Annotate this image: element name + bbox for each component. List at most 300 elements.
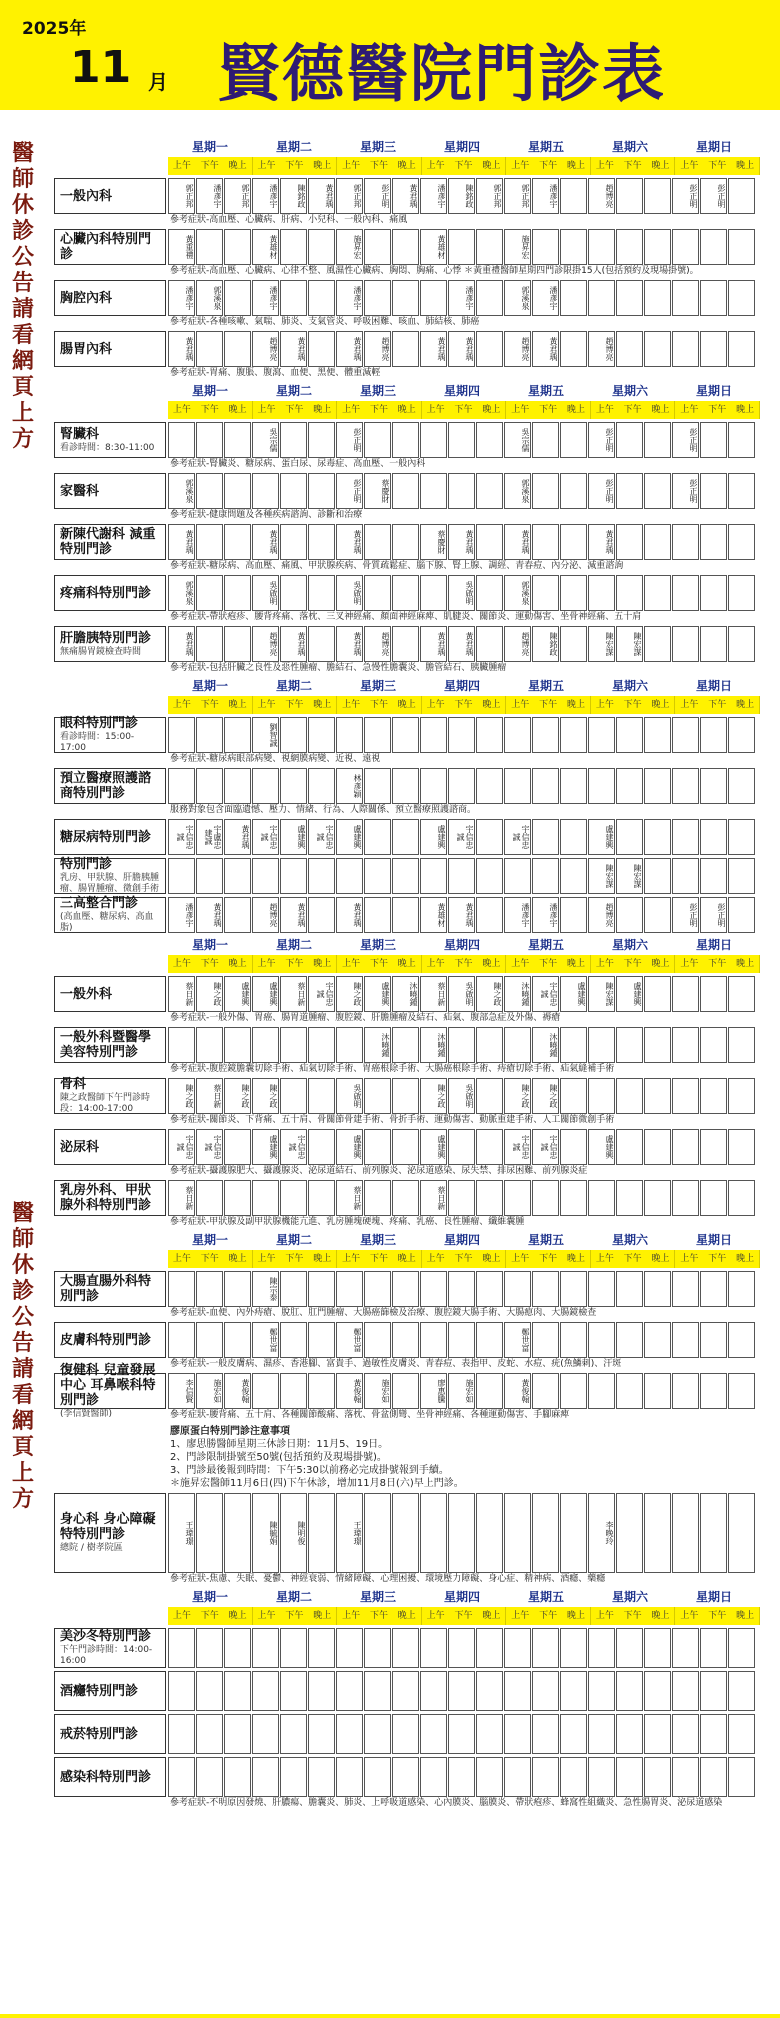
doctor-cell[interactable] [280, 229, 307, 265]
doctor-cell[interactable] [392, 1180, 419, 1216]
doctor-cell[interactable] [224, 524, 251, 560]
doctor-cell[interactable]: 施宏如 [196, 1373, 223, 1409]
doctor-cell[interactable]: 趙博亮 [588, 331, 615, 367]
doctor-cell[interactable] [616, 1027, 643, 1063]
doctor-cell[interactable] [448, 1129, 475, 1165]
doctor-cell[interactable] [224, 1027, 251, 1063]
doctor-cell[interactable] [588, 768, 615, 804]
doctor-cell[interactable] [560, 717, 587, 753]
doctor-cell[interactable] [504, 1180, 531, 1216]
doctor-cell[interactable] [252, 473, 279, 509]
doctor-cell[interactable] [280, 473, 307, 509]
doctor-cell[interactable]: 宇信忠誠 [252, 819, 279, 855]
doctor-cell[interactable] [476, 1373, 503, 1409]
doctor-cell[interactable] [700, 819, 727, 855]
doctor-cell[interactable] [280, 858, 307, 894]
doctor-cell[interactable] [560, 524, 587, 560]
doctor-cell[interactable] [616, 1628, 643, 1668]
doctor-cell[interactable]: 彭正明 [336, 422, 363, 458]
doctor-cell[interactable] [560, 1027, 587, 1063]
doctor-cell[interactable]: 陳之政 [336, 976, 363, 1012]
doctor-cell[interactable] [280, 1078, 307, 1114]
doctor-cell[interactable] [700, 717, 727, 753]
doctor-cell[interactable] [224, 1714, 251, 1754]
doctor-cell[interactable]: 陳宏謀 [588, 858, 615, 894]
doctor-cell[interactable] [280, 422, 307, 458]
doctor-cell[interactable]: 潘彥宇 [448, 280, 475, 316]
doctor-cell[interactable]: 黃君瑀 [448, 626, 475, 662]
doctor-cell[interactable]: 彭正明 [700, 178, 727, 214]
doctor-cell[interactable]: 宇信忠誠 [168, 1129, 195, 1165]
doctor-cell[interactable]: 沐曉鍾 [392, 976, 419, 1012]
doctor-cell[interactable]: 潘彥宇 [168, 897, 195, 933]
doctor-cell[interactable] [336, 717, 363, 753]
doctor-cell[interactable] [588, 1180, 615, 1216]
doctor-cell[interactable] [252, 768, 279, 804]
doctor-cell[interactable] [560, 178, 587, 214]
doctor-cell[interactable] [616, 1180, 643, 1216]
doctor-cell[interactable]: 彭正明 [336, 473, 363, 509]
doctor-cell[interactable] [560, 575, 587, 611]
doctor-cell[interactable] [168, 1757, 195, 1797]
doctor-cell[interactable] [560, 626, 587, 662]
doctor-cell[interactable] [196, 229, 223, 265]
doctor-cell[interactable] [700, 280, 727, 316]
doctor-cell[interactable]: 盧建興 [336, 1129, 363, 1165]
doctor-cell[interactable]: 黃君瑀 [532, 331, 559, 367]
doctor-cell[interactable] [672, 717, 699, 753]
doctor-cell[interactable] [308, 1271, 335, 1307]
doctor-cell[interactable] [672, 768, 699, 804]
doctor-cell[interactable] [168, 422, 195, 458]
doctor-cell[interactable] [504, 1671, 531, 1711]
doctor-cell[interactable] [476, 331, 503, 367]
doctor-cell[interactable]: 鄭世富 [252, 1322, 279, 1358]
doctor-cell[interactable]: 黃君瑀 [588, 524, 615, 560]
doctor-cell[interactable] [504, 1493, 531, 1573]
doctor-cell[interactable]: 郭正邦 [476, 178, 503, 214]
doctor-cell[interactable] [504, 1027, 531, 1063]
doctor-cell[interactable] [364, 1493, 391, 1573]
doctor-cell[interactable] [448, 1757, 475, 1797]
doctor-cell[interactable] [728, 331, 755, 367]
doctor-cell[interactable] [476, 422, 503, 458]
doctor-cell[interactable]: 郭溪泉 [168, 473, 195, 509]
doctor-cell[interactable] [392, 1671, 419, 1711]
doctor-cell[interactable]: 趙博亮 [252, 626, 279, 662]
doctor-cell[interactable]: 潘彥宇 [532, 178, 559, 214]
doctor-cell[interactable] [476, 768, 503, 804]
doctor-cell[interactable] [308, 229, 335, 265]
doctor-cell[interactable] [476, 1271, 503, 1307]
doctor-cell[interactable] [336, 1671, 363, 1711]
doctor-cell[interactable] [364, 1714, 391, 1754]
doctor-cell[interactable]: 施昇宏 [504, 229, 531, 265]
doctor-cell[interactable]: 宇信忠誠 [308, 819, 335, 855]
doctor-cell[interactable] [672, 524, 699, 560]
doctor-cell[interactable] [476, 1757, 503, 1797]
doctor-cell[interactable] [420, 1271, 447, 1307]
doctor-cell[interactable] [364, 1757, 391, 1797]
doctor-cell[interactable]: 盧建興 [364, 976, 391, 1012]
doctor-cell[interactable] [308, 1027, 335, 1063]
doctor-cell[interactable] [364, 1129, 391, 1165]
doctor-cell[interactable] [616, 575, 643, 611]
doctor-cell[interactable] [392, 858, 419, 894]
doctor-cell[interactable] [616, 1129, 643, 1165]
doctor-cell[interactable] [252, 858, 279, 894]
doctor-cell[interactable]: 黃君瑀 [336, 626, 363, 662]
doctor-cell[interactable] [476, 1027, 503, 1063]
doctor-cell[interactable] [280, 1757, 307, 1797]
doctor-cell[interactable] [588, 1671, 615, 1711]
doctor-cell[interactable]: 廖惠騰 [420, 1373, 447, 1409]
doctor-cell[interactable] [728, 1714, 755, 1754]
doctor-cell[interactable]: 陳之政 [420, 1078, 447, 1114]
doctor-cell[interactable] [392, 1714, 419, 1754]
doctor-cell[interactable]: 黃君瑀 [224, 819, 251, 855]
doctor-cell[interactable] [560, 1373, 587, 1409]
doctor-cell[interactable] [392, 1322, 419, 1358]
doctor-cell[interactable] [672, 229, 699, 265]
doctor-cell[interactable]: 施宏如 [448, 1373, 475, 1409]
doctor-cell[interactable] [532, 1373, 559, 1409]
doctor-cell[interactable] [728, 422, 755, 458]
doctor-cell[interactable] [728, 1180, 755, 1216]
doctor-cell[interactable] [308, 626, 335, 662]
doctor-cell[interactable] [168, 1671, 195, 1711]
doctor-cell[interactable] [280, 1714, 307, 1754]
doctor-cell[interactable] [280, 524, 307, 560]
doctor-cell[interactable] [560, 229, 587, 265]
doctor-cell[interactable] [728, 626, 755, 662]
doctor-cell[interactable] [700, 422, 727, 458]
doctor-cell[interactable] [392, 422, 419, 458]
doctor-cell[interactable]: 陳銘政 [532, 626, 559, 662]
doctor-cell[interactable] [672, 1373, 699, 1409]
doctor-cell[interactable] [196, 1757, 223, 1797]
doctor-cell[interactable] [168, 1628, 195, 1668]
doctor-cell[interactable]: 陳之政 [532, 1078, 559, 1114]
doctor-cell[interactable]: 郭溪泉 [504, 280, 531, 316]
doctor-cell[interactable] [588, 280, 615, 316]
doctor-cell[interactable]: 陳宏謀 [616, 626, 643, 662]
doctor-cell[interactable]: 盧建興 [588, 1129, 615, 1165]
doctor-cell[interactable] [420, 1322, 447, 1358]
doctor-cell[interactable] [616, 897, 643, 933]
doctor-cell[interactable]: 趙博亮 [364, 331, 391, 367]
doctor-cell[interactable]: 宇信忠誠 [168, 819, 195, 855]
doctor-cell[interactable] [700, 1078, 727, 1114]
doctor-cell[interactable] [308, 1671, 335, 1711]
doctor-cell[interactable] [476, 229, 503, 265]
doctor-cell[interactable] [224, 897, 251, 933]
doctor-cell[interactable] [280, 575, 307, 611]
doctor-cell[interactable] [420, 280, 447, 316]
doctor-cell[interactable] [392, 626, 419, 662]
doctor-cell[interactable] [308, 1757, 335, 1797]
doctor-cell[interactable] [280, 717, 307, 753]
doctor-cell[interactable] [168, 1714, 195, 1754]
doctor-cell[interactable]: 宇信忠誠 [504, 1129, 531, 1165]
doctor-cell[interactable] [560, 1757, 587, 1797]
doctor-cell[interactable] [616, 768, 643, 804]
doctor-cell[interactable]: 陳之政 [168, 1078, 195, 1114]
doctor-cell[interactable] [476, 1628, 503, 1668]
doctor-cell[interactable]: 宇信忠誠 [280, 1129, 307, 1165]
doctor-cell[interactable] [644, 280, 671, 316]
doctor-cell[interactable] [476, 626, 503, 662]
doctor-cell[interactable] [476, 1078, 503, 1114]
doctor-cell[interactable] [672, 1757, 699, 1797]
doctor-cell[interactable] [672, 1628, 699, 1668]
doctor-cell[interactable] [392, 768, 419, 804]
doctor-cell[interactable] [560, 858, 587, 894]
doctor-cell[interactable]: 黃俊翰 [336, 1373, 363, 1409]
doctor-cell[interactable]: 趙博亮 [504, 331, 531, 367]
doctor-cell[interactable] [700, 768, 727, 804]
doctor-cell[interactable] [196, 1027, 223, 1063]
doctor-cell[interactable] [588, 575, 615, 611]
doctor-cell[interactable] [672, 1271, 699, 1307]
doctor-cell[interactable] [504, 1271, 531, 1307]
doctor-cell[interactable]: 施昇宏 [336, 229, 363, 265]
doctor-cell[interactable]: 宇信忠誠 [448, 819, 475, 855]
doctor-cell[interactable] [616, 178, 643, 214]
doctor-cell[interactable] [644, 1373, 671, 1409]
doctor-cell[interactable] [224, 1129, 251, 1165]
doctor-cell[interactable] [420, 1714, 447, 1754]
doctor-cell[interactable] [476, 1129, 503, 1165]
doctor-cell[interactable] [672, 331, 699, 367]
doctor-cell[interactable]: 王瑋璟 [336, 1493, 363, 1573]
doctor-cell[interactable]: 吳啟明 [448, 976, 475, 1012]
doctor-cell[interactable] [700, 1180, 727, 1216]
doctor-cell[interactable] [308, 1129, 335, 1165]
doctor-cell[interactable] [448, 229, 475, 265]
doctor-cell[interactable] [532, 1322, 559, 1358]
doctor-cell[interactable] [280, 768, 307, 804]
doctor-cell[interactable] [644, 1714, 671, 1754]
doctor-cell[interactable] [224, 422, 251, 458]
doctor-cell[interactable]: 黃君瑀 [280, 897, 307, 933]
doctor-cell[interactable]: 盧建興 [616, 976, 643, 1012]
doctor-cell[interactable] [560, 422, 587, 458]
doctor-cell[interactable] [392, 280, 419, 316]
doctor-cell[interactable] [728, 524, 755, 560]
doctor-cell[interactable] [728, 1322, 755, 1358]
doctor-cell[interactable]: 盧建興 [560, 976, 587, 1012]
doctor-cell[interactable]: 吳啟明 [336, 575, 363, 611]
doctor-cell[interactable] [392, 819, 419, 855]
doctor-cell[interactable]: 黃雄材 [252, 229, 279, 265]
doctor-cell[interactable]: 黃君瑀 [308, 178, 335, 214]
doctor-cell[interactable]: 李晚玲 [588, 1493, 615, 1573]
doctor-cell[interactable] [448, 1027, 475, 1063]
doctor-cell[interactable]: 蔡日新 [420, 976, 447, 1012]
doctor-cell[interactable] [616, 524, 643, 560]
doctor-cell[interactable] [308, 1322, 335, 1358]
doctor-cell[interactable]: 彭正明 [588, 422, 615, 458]
doctor-cell[interactable] [280, 280, 307, 316]
doctor-cell[interactable] [504, 1628, 531, 1668]
doctor-cell[interactable]: 黃君瑀 [420, 331, 447, 367]
doctor-cell[interactable] [224, 858, 251, 894]
doctor-cell[interactable] [728, 1373, 755, 1409]
doctor-cell[interactable] [420, 768, 447, 804]
doctor-cell[interactable] [728, 1271, 755, 1307]
doctor-cell[interactable] [532, 229, 559, 265]
doctor-cell[interactable] [448, 1271, 475, 1307]
doctor-cell[interactable] [252, 1628, 279, 1668]
doctor-cell[interactable] [476, 280, 503, 316]
doctor-cell[interactable] [224, 717, 251, 753]
doctor-cell[interactable] [196, 1671, 223, 1711]
doctor-cell[interactable]: 宇信忠誠 [308, 976, 335, 1012]
doctor-cell[interactable]: 潘彥宇 [168, 280, 195, 316]
doctor-cell[interactable] [308, 575, 335, 611]
doctor-cell[interactable]: 彭正明 [672, 422, 699, 458]
doctor-cell[interactable] [280, 1027, 307, 1063]
doctor-cell[interactable]: 陳銘政 [280, 178, 307, 214]
doctor-cell[interactable] [364, 1271, 391, 1307]
doctor-cell[interactable] [532, 575, 559, 611]
doctor-cell[interactable] [728, 897, 755, 933]
doctor-cell[interactable] [364, 422, 391, 458]
doctor-cell[interactable]: 黃君瑀 [196, 897, 223, 933]
doctor-cell[interactable]: 陳明俊 [280, 1493, 307, 1573]
doctor-cell[interactable]: 蔡慶財 [420, 524, 447, 560]
doctor-cell[interactable] [560, 1714, 587, 1754]
doctor-cell[interactable] [420, 1628, 447, 1668]
doctor-cell[interactable] [196, 473, 223, 509]
doctor-cell[interactable]: 盧建興 [420, 819, 447, 855]
doctor-cell[interactable] [700, 1027, 727, 1063]
doctor-cell[interactable]: 蔡慶財 [364, 473, 391, 509]
doctor-cell[interactable] [560, 473, 587, 509]
doctor-cell[interactable] [728, 1493, 755, 1573]
doctor-cell[interactable] [616, 1322, 643, 1358]
doctor-cell[interactable] [308, 1628, 335, 1668]
doctor-cell[interactable] [392, 1373, 419, 1409]
doctor-cell[interactable]: 陳宗泰 [252, 1271, 279, 1307]
doctor-cell[interactable]: 盧建興 [420, 1129, 447, 1165]
doctor-cell[interactable] [420, 717, 447, 753]
doctor-cell[interactable]: 郭溪泉 [168, 575, 195, 611]
doctor-cell[interactable] [728, 1078, 755, 1114]
doctor-cell[interactable]: 黃君瑀 [336, 331, 363, 367]
doctor-cell[interactable] [448, 858, 475, 894]
doctor-cell[interactable]: 蔡日新 [196, 1078, 223, 1114]
doctor-cell[interactable] [336, 1757, 363, 1797]
doctor-cell[interactable] [644, 626, 671, 662]
doctor-cell[interactable] [560, 1129, 587, 1165]
doctor-cell[interactable] [308, 717, 335, 753]
doctor-cell[interactable] [644, 768, 671, 804]
doctor-cell[interactable] [644, 473, 671, 509]
doctor-cell[interactable] [308, 858, 335, 894]
doctor-cell[interactable] [672, 976, 699, 1012]
doctor-cell[interactable]: 潘彥宇 [252, 280, 279, 316]
doctor-cell[interactable]: 陳之政 [196, 976, 223, 1012]
doctor-cell[interactable]: 潘彥宇 [252, 178, 279, 214]
doctor-cell[interactable]: 吳宗儒 [252, 422, 279, 458]
doctor-cell[interactable]: 陳之政 [252, 1078, 279, 1114]
doctor-cell[interactable] [644, 229, 671, 265]
doctor-cell[interactable] [448, 1180, 475, 1216]
doctor-cell[interactable] [728, 280, 755, 316]
doctor-cell[interactable] [280, 1671, 307, 1711]
doctor-cell[interactable] [168, 858, 195, 894]
doctor-cell[interactable] [700, 575, 727, 611]
doctor-cell[interactable] [588, 1078, 615, 1114]
doctor-cell[interactable]: 郭溪泉 [196, 280, 223, 316]
doctor-cell[interactable] [644, 1628, 671, 1668]
doctor-cell[interactable] [588, 1271, 615, 1307]
doctor-cell[interactable]: 鄭世富 [504, 1322, 531, 1358]
doctor-cell[interactable]: 郭溪泉 [504, 575, 531, 611]
doctor-cell[interactable] [336, 1027, 363, 1063]
doctor-cell[interactable]: 陳之政 [224, 1078, 251, 1114]
doctor-cell[interactable] [448, 768, 475, 804]
doctor-cell[interactable] [308, 280, 335, 316]
doctor-cell[interactable]: 盧建興 [588, 819, 615, 855]
doctor-cell[interactable] [168, 1271, 195, 1307]
doctor-cell[interactable] [196, 1180, 223, 1216]
doctor-cell[interactable] [672, 1714, 699, 1754]
doctor-cell[interactable]: 彭正明 [672, 473, 699, 509]
doctor-cell[interactable] [476, 575, 503, 611]
doctor-cell[interactable] [700, 229, 727, 265]
doctor-cell[interactable] [336, 1271, 363, 1307]
doctor-cell[interactable] [364, 768, 391, 804]
doctor-cell[interactable] [560, 1671, 587, 1711]
doctor-cell[interactable]: 蔡日新 [336, 1180, 363, 1216]
doctor-cell[interactable]: 潘彥宇 [196, 178, 223, 214]
doctor-cell[interactable] [308, 422, 335, 458]
doctor-cell[interactable] [392, 1027, 419, 1063]
doctor-cell[interactable] [196, 626, 223, 662]
doctor-cell[interactable] [672, 819, 699, 855]
doctor-cell[interactable] [672, 1180, 699, 1216]
doctor-cell[interactable] [644, 331, 671, 367]
doctor-cell[interactable] [728, 1129, 755, 1165]
doctor-cell[interactable] [644, 575, 671, 611]
doctor-cell[interactable] [448, 1493, 475, 1573]
doctor-cell[interactable] [532, 1493, 559, 1573]
doctor-cell[interactable]: 彭正明 [588, 473, 615, 509]
doctor-cell[interactable] [476, 897, 503, 933]
doctor-cell[interactable] [392, 1757, 419, 1797]
doctor-cell[interactable] [280, 1628, 307, 1668]
doctor-cell[interactable] [644, 178, 671, 214]
doctor-cell[interactable] [224, 1271, 251, 1307]
doctor-cell[interactable] [224, 1322, 251, 1358]
doctor-cell[interactable] [700, 1271, 727, 1307]
doctor-cell[interactable] [364, 280, 391, 316]
doctor-cell[interactable] [224, 473, 251, 509]
doctor-cell[interactable] [532, 1757, 559, 1797]
doctor-cell[interactable]: 吳啟明 [448, 1078, 475, 1114]
doctor-cell[interactable]: 郭正邦 [168, 178, 195, 214]
doctor-cell[interactable]: 郭溪泉 [504, 473, 531, 509]
doctor-cell[interactable] [476, 1180, 503, 1216]
doctor-cell[interactable] [644, 1129, 671, 1165]
doctor-cell[interactable] [392, 897, 419, 933]
doctor-cell[interactable]: 黃俊翰 [504, 1373, 531, 1409]
doctor-cell[interactable] [616, 422, 643, 458]
doctor-cell[interactable]: 黃君瑀 [448, 897, 475, 933]
